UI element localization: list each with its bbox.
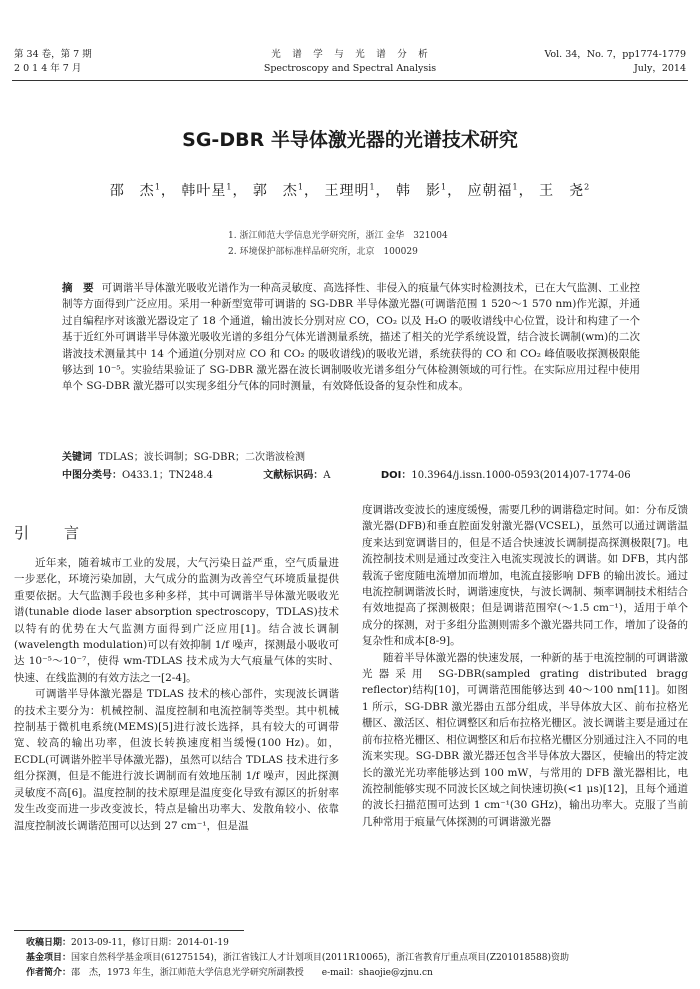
section-heading-introduction: 引 言 xyxy=(14,524,90,542)
received-text: 2013-09-11，修订日期：2014-01-19 xyxy=(71,938,229,948)
footnote-received xyxy=(26,935,229,948)
paragraph: 随着半导体激光器的快速发展，一种新的基于电流控制的可调谐激光器采用 SG-DBR(sampled grating distributed bragg reflector)结构[10]，可调谐范围能够达到 40～100 nm[11]。如图 1 所示，SG-DBR 激光器由五部分组成，半导体放大区、前布拉格光栅区、激活区、相位调整区和后布拉格光栅区。波长调谐主要是通过在前布拉格光栅区、相位调整区和后布拉格光栅区分别通过注入不同的电流来实现。SG-DBR 激光器还包含半导体放大器区，使输出的特定波长的激光光功率能够达到 100 mW，与常用的 DFB 激光器相比，电流控制能够实现不同波长区域之间快速切换(<1 μs)[12]，且每个通道的波长扫描范围可达到 1 cm⁻¹(30 GHz)，输出功率大。克服了当前几种常用于痕量气体探测的可调谐激光器 xyxy=(362,651,688,828)
footnote-author xyxy=(26,965,433,978)
author: 邵 杰$^1$ xyxy=(109,182,161,199)
right-column xyxy=(362,502,688,830)
author-list: 邵 杰$^1$， 韩叶星$^1$， 郭 杰$^1$， 王理明$^1$， 韩 影$^1$， 应朝福$^1$， 王 尧$^2$ xyxy=(109,182,591,199)
journal-name-cn: 光 谱 学 与 光 谱 分 析 xyxy=(271,49,429,60)
clc-value: O433.1；TN248.4 xyxy=(122,470,213,481)
doc-code-label: 文献标识码： xyxy=(263,470,324,481)
volume-issue: 第 34 卷，第 7 期 xyxy=(14,49,92,60)
clc-label: 中图分类号： xyxy=(62,470,122,481)
paragraph: 可调谐半导体激光器是 TDLAS 技术的核心部件，实现波长调谐的技术主要分为：机械控制、温度控制和电流控制等类型。其中机械控制基于微机电系统(MEMS)[5]进行波长选择，具有较大的可调带宽、较高的输出功率，但波长转换速度相当缓慢(100 Hz)。如，ECDL(可调谐外腔半导体激光器)，虽然可以结合 TDLAS 技术进行多组分探测，但是不能进行波长调制而有效地压制 1/f 噪声，因此探测灵敏度不高[6]。温度控制的技术原理是温度变化导致有源区的折射率发生改变而进一步改变波长，特点是输出功率大、发散角较小、依靠温度控制波长调谐范围可以达到 27 cm⁻¹，但是温 xyxy=(14,688,339,832)
issue-date: 2 0 1 4 年 7 月 xyxy=(14,63,82,74)
author: 王理明$^1$ xyxy=(324,182,376,199)
header-divider xyxy=(12,80,688,81)
keywords xyxy=(62,448,305,463)
author-bio-label: 作者简介： xyxy=(26,968,72,978)
author: 应朝福$^1$ xyxy=(467,182,519,199)
abstract-label: 摘 要 xyxy=(62,282,94,294)
publication-month: July，2014 xyxy=(633,63,686,74)
affiliation: 1. 浙江师范大学信息光学研究所，浙江 金华 321004 xyxy=(228,231,448,241)
abstract-text: 可调谐半导体激光吸收光谱作为一种高灵敏度、高选择性、非侵入的痕量气体实时检测技术，已在大气监测、工业控制等方面得到广泛应用。采用一种新型宽带可调谐的 SG-DBR 半导体激光器(可调谐范围 1 520～1 570 nm)作光源，并通过自编程序对该激光器设定了 18 个通道，输出波长分别对应 CO，CO₂ 以及 H₂O 的吸收谱线中心位置，设计和构建了一个基于近红外可调谐半导体激光吸收光谱的多组分气体光谱测量系统，描述了相关的光学系统设置，结合波长调制(wm)的二次谐波技术测量其中 14 个通道(分别对应 CO 和 CO₂ 的吸收谱线)的吸收光谱，系统获得的 CO 和 CO₂ 峰值吸收探测极限能够达到 10⁻⁵。实验结果验证了 SG-DBR 激光器在波长调制吸收光谱多组分气体检测领域的可行性。在实际应用过程中使用单个 SG-DBR 激光器可以实现多组分气体的同时测量，有效降低设备的复杂性和成本。 xyxy=(62,282,640,393)
journal-name-en: Spectroscopy and Spectral Analysis xyxy=(263,63,437,74)
fund-label: 基金项目： xyxy=(26,953,72,963)
doc-code-value: A xyxy=(323,470,331,481)
doi-value: 10.3964/j.issn.1000-0593(2014)07-1774-06 xyxy=(411,470,631,481)
author: 韩 影$^1$ xyxy=(396,182,448,199)
author: 郭 杰$^1$ xyxy=(252,182,304,199)
left-column xyxy=(14,555,339,834)
classification-line xyxy=(62,466,640,481)
received-label: 收稿日期： xyxy=(26,938,72,948)
keywords-text: TDLAS；波长调制；SG-DBR；二次谐波检测 xyxy=(98,452,306,463)
keywords-label: 关键词 xyxy=(62,452,92,463)
journal-pages-info xyxy=(544,48,686,76)
paragraph: 近年来，随着城市工业的发展，大气污染日益严重，空气质量进一步恶化，环境污染加剧，大气成分的监测为改善空气环境质量提供重要依据。大气监测手段也多种多样，其中可调谐半导体激光吸收光谱(tunable diode laser absorption spectroscopy，TDLAS)技术以特有的优势在大气监测方面得到广泛应用[1]。结合波长调制(wavelength modulation)可以有效抑制 1/f 噪声，探测最小吸收可达 10⁻⁵～10⁻⁷，使得 wm-TDLAS 技术成为大气痕量气体的实时、快速、在线监测的有效方法之一[2-4]。 xyxy=(14,557,339,684)
affiliation: 2. 环境保护部标准样品研究所，北京 100029 xyxy=(228,247,418,257)
abstract xyxy=(62,280,640,395)
paragraph: 度调谐改变波长的速度缓慢，需要几秒的调谐稳定时间。如：分布反馈激光器(DFB)和垂直腔面发射激光器(VCSEL)，虽然可以通过调谐温度来达到宽调谐目的，但是不适合快速波长调制提高探测极限[7]。电流控制技术则是通过改变注入电流实现波长的调谐。如 DFB，其内部载流子密度随电流增加而增加，电流直接影响 DFB 的输出波长。通过电流控制调谐波长时，调谐速度快，与波长调制、频率调制技术相结合有效地提高了探测极限；但是调谐范围窄(～1.5 cm⁻¹)，适用于单个成分的探测，对于多组分监测则需多个激光器共同工作，增加了设备的复杂性和成本[8-9]。 xyxy=(362,504,688,648)
footnote-fund xyxy=(26,950,569,963)
doi-label: DOI： xyxy=(380,470,412,481)
author: 王 尧$^2$ xyxy=(539,182,591,199)
footnote-divider xyxy=(14,930,244,931)
fund-text: 国家自然科学基金项目(61275154)，浙江省钱江人才计划项目(2011R10065)，浙江省教育厅重点项目(Z201018588)资助 xyxy=(71,953,569,963)
author: 韩叶星$^1$ xyxy=(181,182,233,199)
author-bio-text: 邵 杰，1973 年生，浙江师范大学信息光学研究所副教授 e-mail：shaojie@zjnu.cn xyxy=(71,968,433,978)
paper-title: SG-DBR 半导体激光器的光谱技术研究 xyxy=(182,129,518,151)
volume-pages: Vol. 34，No. 7，pp1774-1779 xyxy=(544,49,686,60)
